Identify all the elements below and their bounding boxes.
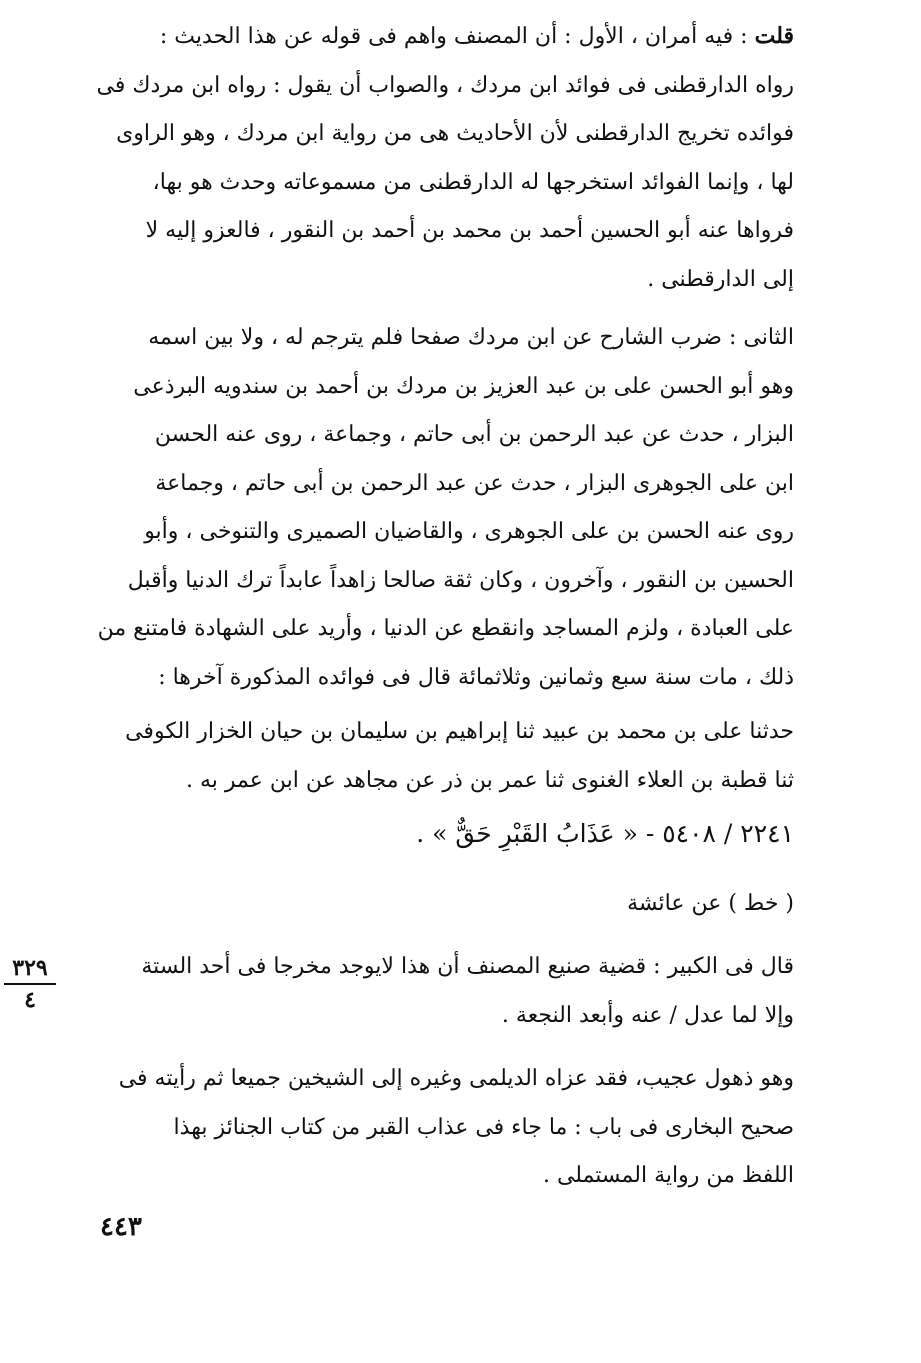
text-line: فرواها عنه أبو الحسين أحمد بن محمد بن أحمد بن النقور ، فالعزو إليه لا xyxy=(145,218,794,243)
paragraph-first-point xyxy=(82,12,794,304)
margin-page-number: ٣٢٩ xyxy=(4,955,56,985)
text-line: ( خط ) عن عائشة xyxy=(627,891,794,916)
text-line: وهو ذهول عجيب، فقد عزاه الديلمى وغيره إلى الشيخين جميعا ثم رأيته فى xyxy=(118,1066,794,1091)
page-number: ٤٤٣ xyxy=(100,1212,142,1242)
text-line: فوائده تخريج الدارقطنى لأن الأحاديث هى من رواية ابن مردك ، وهو الراوى xyxy=(116,121,794,146)
text-line: ذلك ، مات سنة سبع وثمانين وثلاثمائة قال فى فوائده المذكورة آخرها : xyxy=(158,664,794,690)
paragraph-kabir-comment xyxy=(82,943,794,1040)
text-line: ثنا قطبة بن العلاء الغنوى ثنا عمر بن ذر عن مجاهد عن ابن عمر به . xyxy=(186,767,794,793)
text-line: وإلا لما عدل / عنه وأبعد النجعة . xyxy=(501,1002,794,1028)
paragraph-response xyxy=(82,1055,794,1201)
margin-volume-number: ٤ xyxy=(24,987,36,1013)
paragraph-isnad xyxy=(82,708,794,805)
text-line: قال فى الكبير : قضية صنيع المصنف أن هذا لايوجد مخرجا فى أحد الستة xyxy=(141,954,794,979)
text-line: إلى الدارقطنى . xyxy=(647,266,794,292)
text-line: اللفظ من رواية المستملى . xyxy=(542,1163,794,1188)
paragraph-second-point xyxy=(82,314,794,702)
text-line: حدثنا على بن محمد بن عبيد ثنا إبراهيم بن سليمان بن حيان الخزار الكوفى xyxy=(125,719,794,744)
margin-volume-reference xyxy=(4,955,56,1013)
text-line: لها ، وإنما الفوائد استخرجها له الدارقطنى من مسموعاته وحدث هو بها، xyxy=(152,169,794,195)
hadith-source xyxy=(82,880,794,929)
hadith-heading xyxy=(82,810,794,859)
text-line: قلت : فيه أمران ، الأول : أن المصنف واهم فى قوله عن هذا الحديث : xyxy=(159,23,794,49)
lead-word: قلت xyxy=(754,23,794,49)
text-line: الحسين بن النقور ، وآخرون ، وكان ثقة صالحا زاهداً عابداً ترك الدنيا وأقبل xyxy=(127,567,794,593)
text-line: صحيح البخارى فى باب : ما جاء فى عذاب القبر من كتاب الجنائز بهذا xyxy=(173,1114,794,1140)
text-line: رواه الدارقطنى فى فوائد ابن مردك ، والصواب أن يقول : رواه ابن مردك فى xyxy=(96,72,794,98)
text-line: وهو أبو الحسن على بن عبد العزيز بن مردك بن أحمد بن سندويه البرذعى xyxy=(133,373,794,399)
text-line: روى عنه الحسن بن على الجوهرى ، والقاضيان الصميرى والتنوخى ، وأبو xyxy=(144,519,794,544)
text-line: ابن على الجوهرى البزار ، حدث عن عبد الرحمن بن أبى حاتم ، وجماعة xyxy=(155,470,794,496)
text-line: الثانى : ضرب الشارح عن ابن مردك صفحا فلم يترجم له ، ولا بين اسمه xyxy=(148,325,794,350)
hadith-text: ٢٢٤١ / ٥٤٠٨ - « عَذَابُ القَبْرِ حَقٌّ » . xyxy=(416,819,794,848)
text-line: البزار ، حدث عن عبد الرحمن بن أبى حاتم ، وجماعة ، روى عنه الحسن xyxy=(154,422,794,447)
text-line: على العبادة ، ولزم المساجد وانقطع عن الدنيا ، وأريد على الشهادة فامتنع من xyxy=(97,616,794,641)
